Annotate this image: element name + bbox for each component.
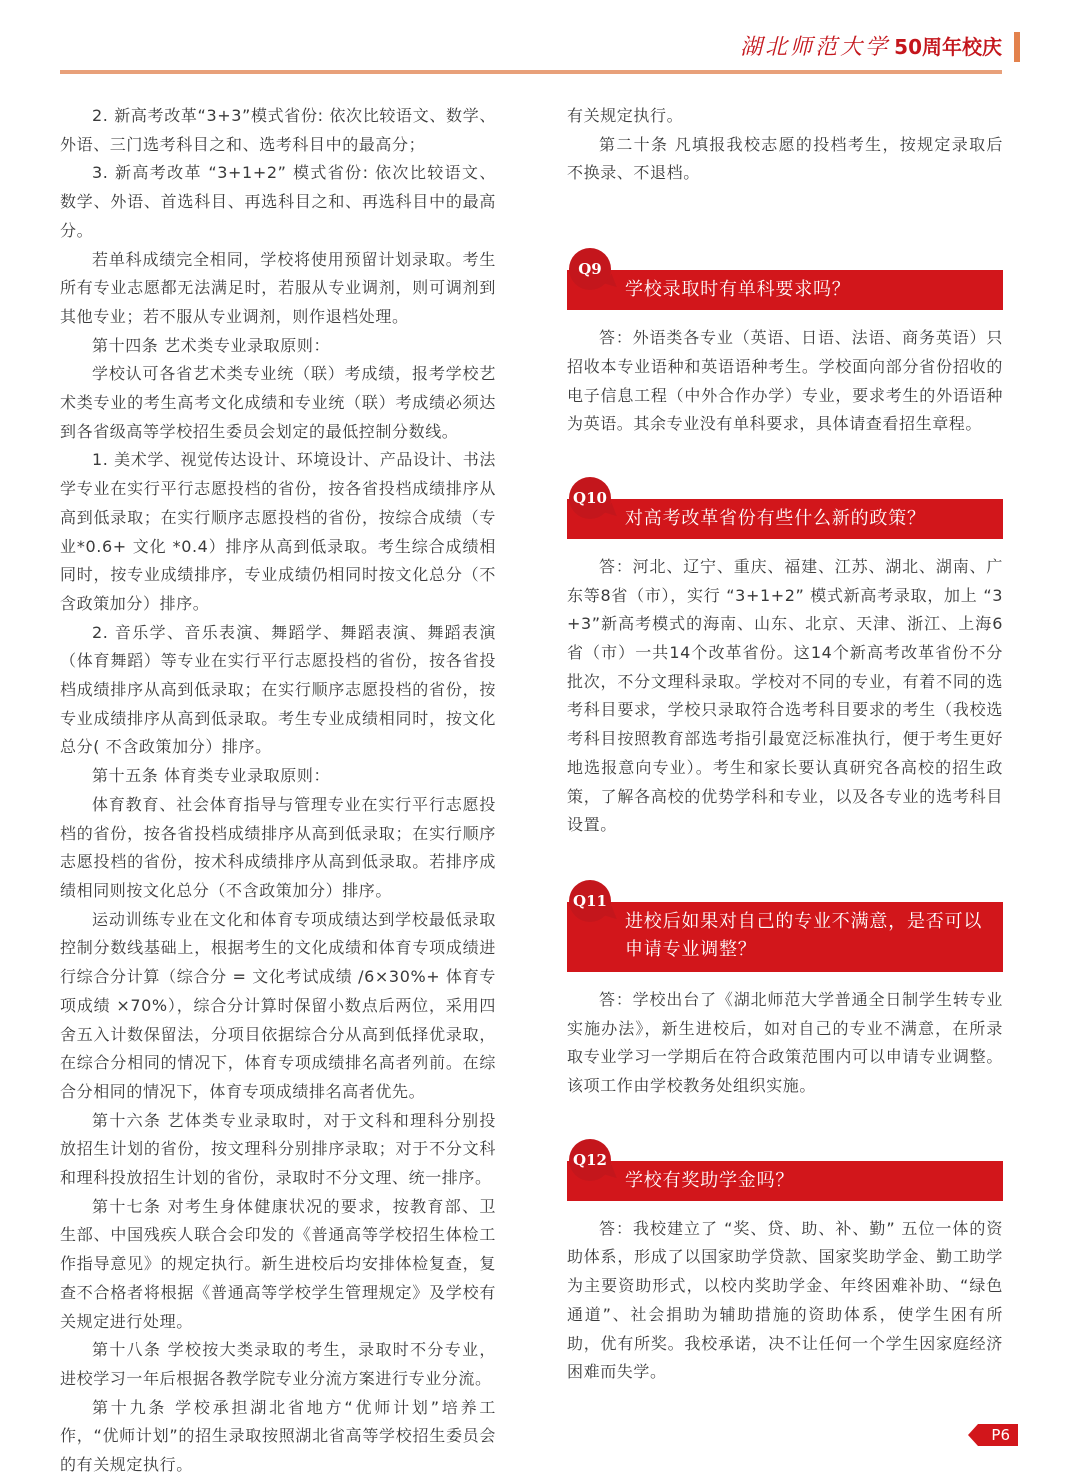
- paragraph: 第二十条 凡填报我校志愿的投档考生，按规定录取后不换录、不退档。: [567, 134, 1003, 183]
- header-accent-bar: [1014, 32, 1020, 62]
- question-text: 进校后如果对自己的专业不满意，是否可以申请专业调整？: [567, 902, 1003, 972]
- question-text: 学校有奖助学金吗？: [567, 1161, 1003, 1201]
- question-header-q9: [567, 260, 1003, 310]
- right-column: [567, 102, 1003, 1387]
- paragraph: 1. 美术学、视觉传达设计、环境设计、产品设计、书法学专业在实行平行志愿投档的省份，按各省投档成绩排序从高到低录取；在实行顺序志愿投档的省份，按综合成绩（专业*0.6+ 文化 *0.4）排序从高到低录取。考生综合成绩相同时，按专业成绩排序，专业成绩仍相同时按文化总分（不含政策加分）排序。: [60, 450, 496, 613]
- answer-text: 答：外语类各专业（英语、日语、法语、商务英语）只招收本专业语种和英语语种考生。学校面向部分省份招收的电子信息工程（中外合作办学）专业，要求考生的外语语种为英语。其余专业没有单科要求，具体请查看招生章程。: [567, 328, 1003, 434]
- question-text: 对高考改革省份有些什么新的政策？: [567, 499, 1003, 539]
- q10-badge: Q10: [569, 477, 611, 519]
- paragraph: 2. 音乐学、音乐表演、舞蹈学、舞蹈表演、舞蹈表演（体育舞蹈）等专业在实行平行志愿投档的省份，按各省投档成绩排序从高到低录取；在实行顺序志愿投档的省份，按专业成绩排序从高到低录取。考生专业成绩相同时，按文化总分( 不含政策加分）排序。: [60, 622, 496, 757]
- paragraph: 体育教育、社会体育指导与管理专业在实行平行志愿投档的省份，按各省投档成绩排序从高到低录取；在实行顺序志愿投档的省份，按术科成绩排序从高到低录取。若排序成绩相同则按文化总分（不含政策加分）排序。: [60, 794, 496, 900]
- university-name: 湖北师范大学: [740, 35, 891, 60]
- question-header-q10: [567, 488, 1003, 539]
- answer-text: 答：我校建立了 “奖、贷、助、补、勤” 五位一体的资助体系，形成了以国家助学贷款、国家奖助学金、勤工助学为主要资助形式，以校内奖助学金、年终困难补助、“绿色通道”、社会捐助为辅助措施的资助体系，使学生困有所助，优有所奖。我校承诺，决不让任何一个学生因家庭经济困难而失学。: [567, 1218, 1003, 1382]
- article-heading: 第十四条 艺术类专业录取原则：: [92, 335, 331, 355]
- answer-text: 答：河北、辽宁、重庆、福建、江苏、湖北、湖南、广东等8省（市），实行 “3+1+2” 模式新高考录取，加上 “3+3”新高考模式的海南、山东、北京、天津、浙江、上海6省（市）一共14个改革省份。这14个新高考改革省份不分批次，不分文理科录取。学校对不同的专业，有着不同的选考科目要求，学校只录取符合选考科目要求的考生（我校选考科目按照教育部选考指引最宽泛标准执行，便于考生更好地选报意向专业）。考生和家长要认真研究各高校的招生政策，了解各高校的优势学科和专业，以及各专业的选考科目设置。: [567, 556, 1003, 835]
- paragraph: 第十七条 对考生身体健康状况的要求，按教育部、卫生部、中国残疾人联合会印发的《普通高等学校招生体检工作指导意见》的规定执行。新生进校后均安排体检复查，复查不合格者将根据《普通高等学校学生管理规定》及学校有关规定进行处理。: [60, 1196, 496, 1331]
- paragraph: 第十六条 艺体类专业录取时，对于文科和理科分别投放招生计划的省份，按文理科分别排序录取；对于不分文科和理科投放招生计划的省份，录取时不分文理、统一排序。: [60, 1110, 496, 1188]
- paragraph: 第十九条 学校承担湖北省地方“优师计划”培养工作，“优师计划”的招生录取按照湖北省高等学校招生委员会的有关规定执行。: [60, 1397, 496, 1475]
- q11-badge: Q11: [569, 880, 611, 922]
- paragraph: 第十八条 学校按大类录取的考生，录取时不分专业，进校学习一年后根据各教学院专业分流方案进行专业分流。: [60, 1340, 496, 1388]
- header-divider: [60, 70, 1002, 74]
- left-column: [60, 102, 496, 1480]
- paragraph: 学校认可各省艺术类专业统（联）考成绩，报考学校艺术类专业的考生高考文化成绩和专业统（联）考成绩必须达到各省级高等学校招生委员会划定的最低控制分数线。: [60, 364, 496, 441]
- article-heading: 第十五条 体育类专业录取原则：: [92, 766, 331, 786]
- q12-badge: Q12: [569, 1139, 611, 1181]
- page-number: P6: [978, 1424, 1018, 1446]
- q9-badge: Q9: [569, 248, 611, 290]
- paragraph: 有关规定执行。: [567, 106, 684, 125]
- paragraph: 运动训练专业在文化和体育专项成绩达到学校最低录取控制分数线基础上，根据考生的文化成绩和体育专项成绩进行综合分计算（综合分 = 文化考试成绩 /6×30%+ 体育专项成绩 ×70%），综合分计算时保留小数点后两位，采用四舍五入计数保留法，分项目依据综合分从高到低择优录取，在综合分相同的情况下，体育专项成绩排名高者列前。在综合分相同的情况下，体育专项成绩排名高者优先。: [60, 909, 496, 1101]
- question-header-q12: [567, 1150, 1003, 1201]
- paragraph: 若单科成绩完全相同，学校将使用预留计划录取。考生所有专业志愿都无法满足时，若服从专业调剂，则可调剂到其他专业；若不服从专业调剂，则作退档处理。: [60, 249, 496, 326]
- question-header-q11: [567, 891, 1003, 972]
- question-text: 学校录取时有单科要求吗？: [567, 270, 1003, 310]
- paragraph: 3. 新高考改革 “3+1+2” 模式省份: 依次比较语文、数学、外语、首选科目、再选科目之和、再选科目中的最高分。: [60, 163, 496, 240]
- answer-text: 答：学校出台了《湖北师范大学普通全日制学生转专业实施办法》，新生进校后，如对自己的专业不满意，在所录取专业学习一学期后在符合政策范围内可以申请专业调整。该项工作由学校教务处组织实施。: [567, 989, 1003, 1096]
- paragraph: 2. 新高考改革“3+3”模式省份: 依次比较语文、数学、外语、三门选考科目之和、选考科目中的最高分；: [60, 106, 496, 154]
- header-title: [740, 30, 1002, 64]
- anniversary-label: 50周年校庆: [894, 35, 1002, 59]
